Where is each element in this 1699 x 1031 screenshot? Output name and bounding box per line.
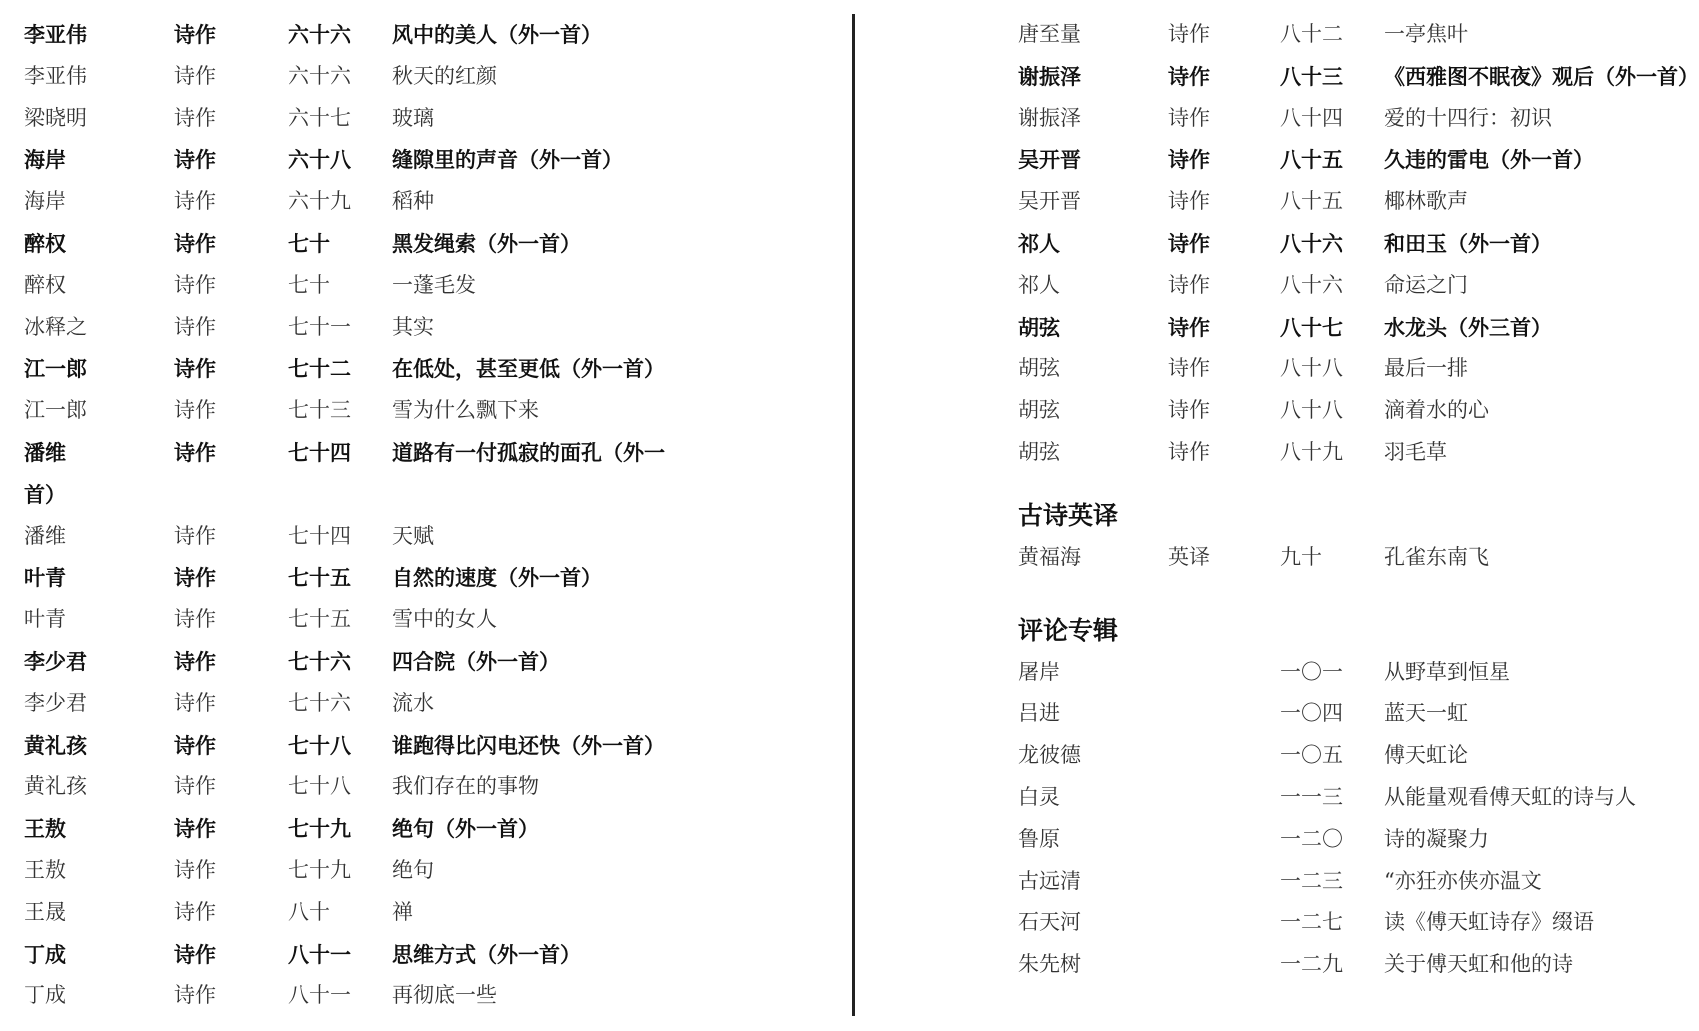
toc-entry xyxy=(24,139,844,181)
entry-page: 七十三 xyxy=(288,398,351,423)
entry-type: 诗作 xyxy=(174,607,216,632)
entry-type: 诗作 xyxy=(174,690,216,715)
entry-type: 诗作 xyxy=(1168,147,1210,173)
entry-author: 首） xyxy=(24,481,66,507)
toc-entry xyxy=(1018,307,1658,349)
entry-author: 李亚伟 xyxy=(24,63,87,88)
entry-author: 醉权 xyxy=(24,230,66,256)
entry-author: 醉权 xyxy=(24,272,66,297)
toc-entry xyxy=(1018,390,1658,432)
section-title-translation: 古诗英译 xyxy=(1018,500,1119,530)
entry-type: 诗作 xyxy=(174,439,216,465)
entry-author: 胡弦 xyxy=(1018,439,1060,464)
entry-author: 黄礼孩 xyxy=(24,732,87,758)
entry-author: 白灵 xyxy=(1018,784,1060,809)
toc-entry xyxy=(24,98,844,140)
entry-title: 谁跑得比闪电还快（外一首） xyxy=(392,732,665,758)
toc-entry xyxy=(24,641,844,683)
entry-title: 绝句 xyxy=(392,857,434,882)
entry-page: 八十八 xyxy=(1280,398,1343,423)
toc-entry xyxy=(24,975,844,1017)
entry-page: 七十八 xyxy=(288,732,351,758)
entry-page: 六十六 xyxy=(288,63,351,88)
toc-entry xyxy=(24,934,844,976)
toc-entry xyxy=(1018,944,1658,986)
entry-title: 爱的十四行：初识 xyxy=(1384,105,1552,130)
entry-title: 天赋 xyxy=(392,523,434,548)
entry-title: 最后一排 xyxy=(1384,356,1468,381)
entry-type: 诗作 xyxy=(174,105,216,130)
entry-title: 诗的凝聚力 xyxy=(1384,826,1489,851)
entry-author: 祁人 xyxy=(1018,272,1060,297)
entry-page: 七十 xyxy=(288,230,330,256)
entry-title: 傅天虹论 xyxy=(1384,743,1468,768)
entry-author: 丁成 xyxy=(24,983,66,1008)
entry-title: 一蓬毛发 xyxy=(392,272,476,297)
entry-author: 胡弦 xyxy=(1018,398,1060,423)
toc-entry xyxy=(24,892,844,934)
entry-author: 叶青 xyxy=(24,607,66,632)
toc-entry xyxy=(24,725,844,767)
entry-page: 七十五 xyxy=(288,607,351,632)
entry-author: 石天河 xyxy=(1018,910,1081,935)
entry-page: 一一三 xyxy=(1280,784,1343,809)
entry-title: 流水 xyxy=(392,690,434,715)
entry-title: 黑发绳索（外一首） xyxy=(392,230,581,256)
entry-type: 诗作 xyxy=(174,314,216,339)
entry-type: 诗作 xyxy=(174,941,216,967)
entry-title: 羽毛草 xyxy=(1384,439,1447,464)
entry-author: 王晟 xyxy=(24,899,66,924)
entry-title: 从野草到恒星 xyxy=(1384,659,1510,684)
entry-title: 在低处，甚至更低（外一首） xyxy=(392,356,665,382)
entry-author: 朱先树 xyxy=(1018,952,1081,977)
entry-author: 冰释之 xyxy=(24,314,87,339)
entry-page: 八十五 xyxy=(1280,147,1343,173)
entry-author: 屠岸 xyxy=(1018,659,1060,684)
entry-type: 诗作 xyxy=(1168,63,1210,89)
entry-author: 王敖 xyxy=(24,816,66,842)
entry-author: 谢振泽 xyxy=(1018,63,1081,89)
entry-title: 道路有一付孤寂的面孔（外一 xyxy=(392,439,665,465)
toc-entry xyxy=(24,432,844,474)
entry-type: 诗作 xyxy=(1168,230,1210,256)
entry-page: 八十四 xyxy=(1280,105,1343,130)
toc-entry xyxy=(24,557,844,599)
entry-page: 一二九 xyxy=(1280,952,1343,977)
entry-type: 英译 xyxy=(1168,544,1210,569)
toc-entry xyxy=(1018,56,1699,98)
entry-page: 八十一 xyxy=(288,941,351,967)
entry-page: 七十四 xyxy=(288,523,351,548)
entry-page: 七十六 xyxy=(288,648,351,674)
entry-title: 绝句（外一首） xyxy=(392,816,539,842)
entry-page: 七十二 xyxy=(288,356,351,382)
toc-entry xyxy=(24,808,844,850)
toc-entry xyxy=(24,766,844,808)
entry-author: 古远清 xyxy=(1018,868,1081,893)
section-gap xyxy=(1018,474,1658,494)
entry-title: 自然的速度（外一首） xyxy=(392,565,602,591)
toc-entry xyxy=(1018,265,1658,307)
entry-author: 江一郎 xyxy=(24,356,87,382)
entry-title: 椰林歌声 xyxy=(1384,189,1468,214)
entry-type: 诗作 xyxy=(174,899,216,924)
entry-page: 八十二 xyxy=(1280,22,1343,46)
translation-list xyxy=(1018,537,1658,579)
entry-page: 九十 xyxy=(1280,544,1322,569)
entry-type: 诗作 xyxy=(174,983,216,1008)
toc-entry xyxy=(24,307,844,349)
entry-title: 一亭焦叶 xyxy=(1384,22,1468,46)
entry-title: 《西雅图不眠夜》观后（外一首） xyxy=(1384,63,1699,89)
section-gap xyxy=(1018,579,1658,609)
entry-author: 潘维 xyxy=(24,439,66,465)
entry-page: 一二〇 xyxy=(1280,826,1343,851)
entry-page: 七十九 xyxy=(288,816,351,842)
entry-title: 其实 xyxy=(392,314,434,339)
entry-type: 诗作 xyxy=(174,857,216,882)
toc-entry xyxy=(1018,819,1658,861)
entry-title: 玻璃 xyxy=(392,105,434,130)
entry-type: 诗作 xyxy=(1168,189,1210,214)
entry-author: 鲁原 xyxy=(1018,826,1060,851)
entry-type: 诗作 xyxy=(1168,398,1210,423)
toc-entry xyxy=(24,599,844,641)
entry-page: 八十 xyxy=(288,899,330,924)
toc-entry xyxy=(1018,861,1658,903)
entry-type: 诗作 xyxy=(1168,314,1210,340)
entry-page: 七十 xyxy=(288,272,330,297)
toc-entry xyxy=(24,474,844,516)
entry-page: 八十五 xyxy=(1280,189,1343,214)
entry-page: 六十七 xyxy=(288,105,351,130)
entry-page: 七十四 xyxy=(288,439,351,465)
toc-entry xyxy=(1018,902,1658,944)
entry-title: 读《傅天虹诗存》缀语 xyxy=(1384,910,1594,935)
entry-title: 风中的美人（外一首） xyxy=(392,22,602,47)
entry-page: 八十八 xyxy=(1280,356,1343,381)
toc-entry xyxy=(1018,14,1658,56)
left-column xyxy=(24,14,844,1017)
entry-title: 蓝天一虹 xyxy=(1384,701,1468,726)
entry-page: 一二七 xyxy=(1280,910,1343,935)
entry-page: 八十六 xyxy=(1280,272,1343,297)
toc-entry xyxy=(24,683,844,725)
entry-author: 龙彼德 xyxy=(1018,743,1081,768)
toc-entry xyxy=(24,516,844,558)
entry-author: 祁人 xyxy=(1018,230,1060,256)
entry-type: 诗作 xyxy=(174,63,216,88)
entry-type: 诗作 xyxy=(1168,105,1210,130)
toc-entry xyxy=(1018,223,1658,265)
entry-title: 禅 xyxy=(392,899,413,924)
entry-type: 诗作 xyxy=(174,356,216,382)
entry-type: 诗作 xyxy=(1168,439,1210,464)
entry-author: 胡弦 xyxy=(1018,356,1060,381)
entry-author: 江一郎 xyxy=(24,398,87,423)
entry-title: 稻种 xyxy=(392,189,434,214)
toc-entry xyxy=(1018,348,1658,390)
entry-type: 诗作 xyxy=(174,523,216,548)
entry-title: 再彻底一些 xyxy=(392,983,497,1008)
entry-author: 王敖 xyxy=(24,857,66,882)
entry-type: 诗作 xyxy=(1168,272,1210,297)
section-title-criticism: 评论专辑 xyxy=(1018,615,1119,645)
entry-type: 诗作 xyxy=(174,774,216,799)
entry-page: 八十三 xyxy=(1280,63,1343,89)
entry-type: 诗作 xyxy=(174,732,216,758)
entry-page: 七十五 xyxy=(288,565,351,591)
entry-page: 八十一 xyxy=(288,983,351,1008)
entry-page: 六十六 xyxy=(288,22,351,47)
entry-page: 八十七 xyxy=(1280,314,1343,340)
toc-entry xyxy=(24,850,844,892)
toc-entry xyxy=(1018,139,1658,181)
entry-title: 久违的雷电（外一首） xyxy=(1384,147,1594,173)
entry-author: 李少君 xyxy=(24,690,87,715)
toc-entry xyxy=(1018,537,1658,579)
entry-page: 六十八 xyxy=(288,147,351,173)
entry-page: 七十一 xyxy=(288,314,351,339)
entry-author: 海岸 xyxy=(24,147,66,173)
entry-type: 诗作 xyxy=(174,648,216,674)
entry-page: 一二三 xyxy=(1280,868,1343,893)
toc-entry xyxy=(24,348,844,390)
entry-type: 诗作 xyxy=(174,398,216,423)
right-column xyxy=(1018,14,1699,986)
entry-page: 六十九 xyxy=(288,189,351,214)
toc-entry xyxy=(24,14,844,56)
entry-author: 唐至量 xyxy=(1018,22,1081,46)
toc-entry xyxy=(1018,652,1658,694)
entry-author: 胡弦 xyxy=(1018,314,1060,340)
entry-author: 谢振泽 xyxy=(1018,105,1081,130)
toc-entry xyxy=(1018,98,1658,140)
entry-title: 关于傅天虹和他的诗 xyxy=(1384,952,1573,977)
entry-page: 八十六 xyxy=(1280,230,1343,256)
entry-author: 潘维 xyxy=(24,523,66,548)
entry-author: 吴开晋 xyxy=(1018,189,1081,214)
entry-page: 七十八 xyxy=(288,774,351,799)
toc-entry xyxy=(1018,693,1658,735)
entry-type: 诗作 xyxy=(174,230,216,256)
entry-author: 李少君 xyxy=(24,648,87,674)
toc-entry xyxy=(1018,181,1658,223)
entry-title: 和田玉（外一首） xyxy=(1384,230,1552,256)
entry-author: 丁成 xyxy=(24,941,66,967)
toc-entry xyxy=(1018,735,1658,777)
entry-title: 秋天的红颜 xyxy=(392,63,497,88)
entry-author: 吴开晋 xyxy=(1018,147,1081,173)
toc-entry xyxy=(24,390,844,432)
entry-title: 从能量观看傅天虹的诗与人 xyxy=(1384,784,1636,809)
entry-title: 水龙头（外三首） xyxy=(1384,314,1552,340)
toc-entry xyxy=(24,181,844,223)
column-divider xyxy=(852,14,855,1016)
entry-title: 雪中的女人 xyxy=(392,607,497,632)
entry-page: 一〇一 xyxy=(1280,659,1343,684)
entry-type: 诗作 xyxy=(174,816,216,842)
entry-page: 八十九 xyxy=(1280,439,1343,464)
entry-author: 黄福海 xyxy=(1018,544,1081,569)
entry-type: 诗作 xyxy=(1168,356,1210,381)
entry-author: 梁晓明 xyxy=(24,105,87,130)
toc-entry xyxy=(24,265,844,307)
entry-type: 诗作 xyxy=(174,147,216,173)
toc-entry xyxy=(24,223,844,265)
entry-page: 七十六 xyxy=(288,690,351,715)
entry-author: 叶青 xyxy=(24,565,66,591)
poetry-list-continued xyxy=(1018,14,1699,474)
entry-type: 诗作 xyxy=(1168,22,1210,46)
entry-page: 七十九 xyxy=(288,857,351,882)
entry-page: 一〇四 xyxy=(1280,701,1343,726)
entry-title: 雪为什么飘下来 xyxy=(392,398,539,423)
entry-title: 滴着水的心 xyxy=(1384,398,1489,423)
entry-type: 诗作 xyxy=(174,22,216,47)
entry-title: 我们存在的事物 xyxy=(392,774,539,799)
entry-title: 四合院（外一首） xyxy=(392,648,560,674)
entry-title: “亦狂亦侠亦温文 xyxy=(1384,868,1542,893)
entry-author: 李亚伟 xyxy=(24,22,87,47)
criticism-list xyxy=(1018,652,1658,986)
entry-title: 命运之门 xyxy=(1384,272,1468,297)
entry-author: 海岸 xyxy=(24,189,66,214)
entry-type: 诗作 xyxy=(174,189,216,214)
entry-type: 诗作 xyxy=(174,272,216,297)
toc-entry xyxy=(24,56,844,98)
entry-author: 黄礼孩 xyxy=(24,774,87,799)
entry-title: 思维方式（外一首） xyxy=(392,941,581,967)
entry-title: 缝隙里的声音（外一首） xyxy=(392,147,623,173)
toc-entry xyxy=(1018,432,1658,474)
entry-page: 一〇五 xyxy=(1280,743,1343,768)
toc-entry xyxy=(1018,777,1658,819)
entry-title: 孔雀东南飞 xyxy=(1384,544,1489,569)
entry-type: 诗作 xyxy=(174,565,216,591)
entry-author: 吕进 xyxy=(1018,701,1060,726)
